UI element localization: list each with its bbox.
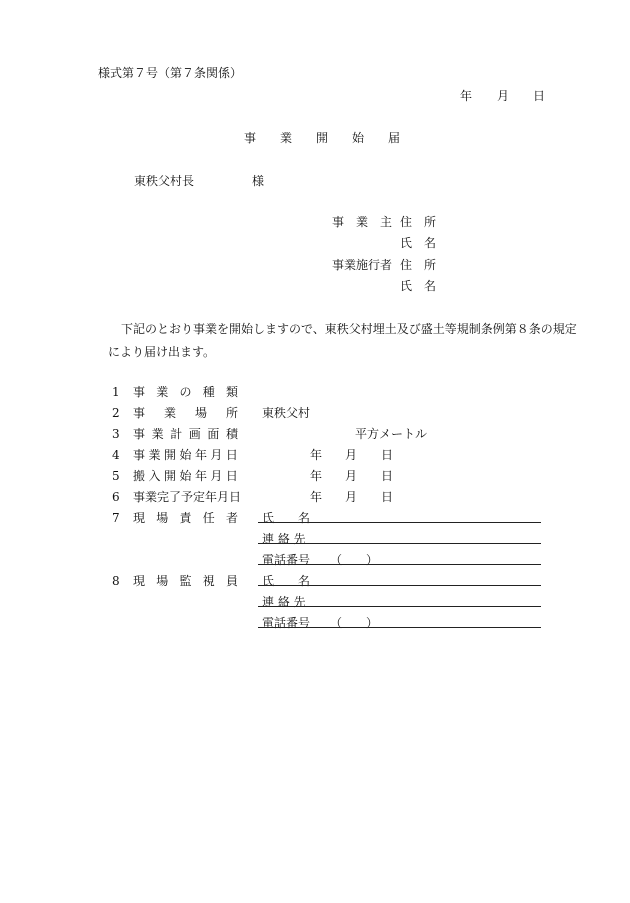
monitor-phone-label: 電話番号	[262, 616, 311, 630]
contractor-label: 事業施行者	[332, 258, 393, 272]
item-label-location: 事 業 場 所	[133, 406, 238, 420]
item-number: 1	[112, 385, 120, 399]
manager-phone-paren: （ ）	[330, 553, 379, 567]
form-number: 様式第７号（第７条関係）	[98, 66, 243, 80]
item-number: 2	[112, 406, 120, 420]
start-month: 月	[345, 448, 358, 462]
addressee-honorific: 様	[252, 174, 265, 188]
date-year: 年	[460, 89, 473, 103]
contractor-address-label: 住 所	[400, 258, 437, 272]
owner-name-label: 氏 名	[400, 236, 437, 250]
monitor-phone-line[interactable]	[258, 627, 541, 628]
item-number: 5	[112, 469, 120, 483]
manager-name-line[interactable]	[258, 522, 541, 523]
monitor-contact-line[interactable]	[258, 606, 541, 607]
manager-contact-line[interactable]	[258, 543, 541, 544]
manager-name-label: 氏 名	[262, 511, 311, 525]
item-label-import-date: 搬 入 開 始 年 月 日	[133, 469, 238, 483]
date-month: 月	[497, 89, 510, 103]
body-text-line1: 下記のとおり事業を開始しますので、東秩父村埋土及び盛土等規制条例第８条の規定	[121, 322, 577, 336]
item-number: 6	[112, 490, 120, 504]
item-label-site-monitor: 現 場 監 視 員	[133, 574, 238, 588]
completion-month: 月	[345, 490, 358, 504]
manager-phone-line[interactable]	[258, 564, 541, 565]
start-year: 年	[310, 448, 323, 462]
import-month: 月	[345, 469, 358, 483]
start-day: 日	[381, 448, 394, 462]
location-value: 東秩父村	[262, 406, 311, 420]
item-label-completion-date: 事業完了予定年月日	[133, 490, 242, 504]
area-unit: 平方メートル	[355, 427, 428, 441]
completion-day: 日	[381, 490, 394, 504]
item-label-type: 事 業 の 種 類	[133, 385, 238, 399]
import-day: 日	[381, 469, 394, 483]
item-number: 3	[112, 427, 120, 441]
owner-address-label: 住 所	[400, 215, 437, 229]
monitor-contact-label: 連 絡 先	[262, 595, 306, 609]
date-day: 日	[533, 89, 546, 103]
manager-phone-label: 電話番号	[262, 553, 311, 567]
item-label-area: 事 業 計 画 面 積	[133, 427, 238, 441]
item-number: 8	[112, 574, 120, 588]
monitor-phone-paren: （ ）	[330, 616, 379, 630]
monitor-name-label: 氏 名	[262, 574, 311, 588]
manager-contact-label: 連 絡 先	[262, 532, 306, 546]
completion-year: 年	[310, 490, 323, 504]
business-owner-label: 事 業 主	[332, 215, 393, 229]
addressee-name: 東秩父村長	[134, 174, 195, 188]
import-year: 年	[310, 469, 323, 483]
item-number: 7	[112, 511, 120, 525]
contractor-name-label: 氏 名	[400, 279, 437, 293]
monitor-name-line[interactable]	[258, 585, 541, 586]
document-title: 事 業 開 始 届	[244, 131, 401, 145]
item-label-start-date: 事 業 開 始 年 月 日	[133, 448, 238, 462]
body-text-line2: により届け出ます。	[108, 345, 216, 359]
item-label-site-manager: 現 場 責 任 者	[133, 511, 238, 525]
item-number: 4	[112, 448, 120, 462]
